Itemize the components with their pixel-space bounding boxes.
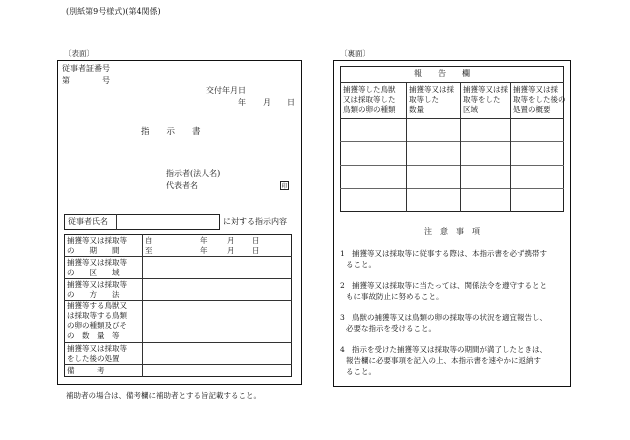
- report-col-line-2: [460, 82, 461, 212]
- note-3-num: 3: [340, 313, 345, 322]
- note-4-line2: 報告欄に必要事項を記入の上、本指示書を速やかに返納す: [346, 356, 541, 365]
- row-label-method-1: 捕獲等又は採取等: [67, 280, 127, 289]
- row-label-area-1: 捕獲等又は採取等: [67, 258, 127, 267]
- row-label-remarks: 備 考: [67, 366, 105, 375]
- number-prefix: 第: [62, 76, 70, 85]
- row-line-2: [64, 278, 292, 279]
- representative-label: 代表者名: [166, 181, 198, 190]
- notes-title: 注 意 事 項: [424, 227, 480, 236]
- issue-year: 年: [238, 98, 246, 107]
- note-2-line2: もに事故防止に努めること。: [346, 292, 444, 301]
- to-month: 月: [227, 246, 235, 255]
- report-row-line-2: [340, 165, 564, 166]
- report-col-line-3: [510, 82, 511, 212]
- note-2-line1: 捕獲等又は採取等に当たっては、関係法令を遵守するとと: [352, 281, 547, 290]
- from-label: 自: [145, 236, 153, 245]
- seal-icon: [280, 181, 289, 190]
- report-col3-line3: 区域: [463, 105, 478, 114]
- front-footnote: 補助者の場合は、備考欄に補助者とする旨記載すること。: [66, 391, 261, 400]
- report-col4-line2: 取等をした後の: [513, 95, 566, 104]
- form-reference: (別紙第9号様式)(第4関係): [66, 7, 161, 16]
- issue-day: 日: [287, 98, 295, 107]
- to-day: 日: [252, 246, 260, 255]
- report-col4-line3: 処置の概要: [513, 105, 551, 114]
- report-col1-line2: 又は採取等した: [343, 95, 396, 104]
- report-col4-line1: 捕獲等又は採: [513, 85, 558, 94]
- report-col3-line1: 捕獲等又は採: [463, 85, 508, 94]
- row-label-species-3: の卵の種類及びそ: [67, 321, 127, 330]
- report-col2-line2: 取等した: [409, 95, 439, 104]
- row-label-period-2: の 期 間: [67, 246, 120, 255]
- to-label: 至: [145, 246, 153, 255]
- report-col2-line1: 捕獲等又は採: [409, 85, 454, 94]
- note-1-num: 1: [340, 249, 345, 258]
- report-title: 報 告 欄: [414, 69, 470, 78]
- report-header-bottom: [340, 118, 564, 119]
- front-section-label: 〔表面〕: [64, 49, 94, 58]
- number-suffix: 号: [102, 76, 110, 85]
- cert-number-label: 従事者証番号: [62, 64, 110, 73]
- report-col-line-1: [406, 82, 407, 212]
- row-label-species-4: の 数 量 等: [67, 331, 120, 340]
- note-1-line1: 捕獲等又は採取等に従事する際は、本指示書を必ず携帯す: [352, 249, 547, 258]
- row-label-species-1: 捕獲等する鳥獣又: [67, 301, 127, 310]
- row-label-disposal-1: 捕獲等又は採取等: [67, 344, 127, 353]
- row-line-4: [64, 342, 292, 343]
- issue-date-label: 交付年月日: [206, 86, 246, 95]
- report-row-line-1: [340, 141, 564, 142]
- back-section-label: 〔裏面〕: [340, 49, 370, 58]
- instruction-suffix: に対する指示内容: [223, 217, 287, 226]
- worker-name-divider: [116, 214, 117, 230]
- note-2-num: 2: [340, 281, 345, 290]
- row-label-disposal-2: をした後の処置: [67, 354, 120, 363]
- note-1-line2: ること。: [346, 260, 376, 269]
- issue-month: 月: [263, 98, 271, 107]
- row-line-5: [64, 364, 292, 365]
- report-header-top: [340, 82, 564, 83]
- to-year: 年: [200, 246, 208, 255]
- report-col3-line2: 取等をした: [463, 95, 501, 104]
- from-year: 年: [200, 236, 208, 245]
- row-label-species-2: は採取等する鳥類: [67, 311, 127, 320]
- report-col2-line3: 数量: [409, 105, 424, 114]
- seal-char: 印: [281, 183, 288, 190]
- worker-name-label: 従事者氏名: [68, 217, 108, 226]
- row-line-1: [64, 256, 292, 257]
- report-col1-line1: 捕獲等した鳥獣: [343, 85, 396, 94]
- row-label-method-2: の 方 法: [67, 290, 120, 299]
- from-month: 月: [227, 236, 235, 245]
- note-3-line1: 鳥獣の捕獲等又は鳥類の卵の採取等の状況を適宜報告し、: [352, 313, 547, 322]
- report-col1-line3: 鳥類の卵の種類: [343, 105, 396, 114]
- note-4-num: 4: [340, 345, 345, 354]
- note-4-line3: ること。: [346, 367, 376, 376]
- row-label-period-1: 捕獲等又は採取等: [67, 236, 127, 245]
- row-label-area-2: の 区 域: [67, 268, 120, 277]
- report-row-line-3: [340, 188, 564, 189]
- from-day: 日: [252, 236, 260, 245]
- note-3-line2: 必要な指示を受けること。: [346, 324, 436, 333]
- instructor-label: 指示者(法人名): [166, 169, 221, 178]
- document-title: 指 示 書: [141, 127, 201, 137]
- note-4-line1: 指示を受けた捕獲等又は採取等の期間が満了したときは、: [352, 345, 547, 354]
